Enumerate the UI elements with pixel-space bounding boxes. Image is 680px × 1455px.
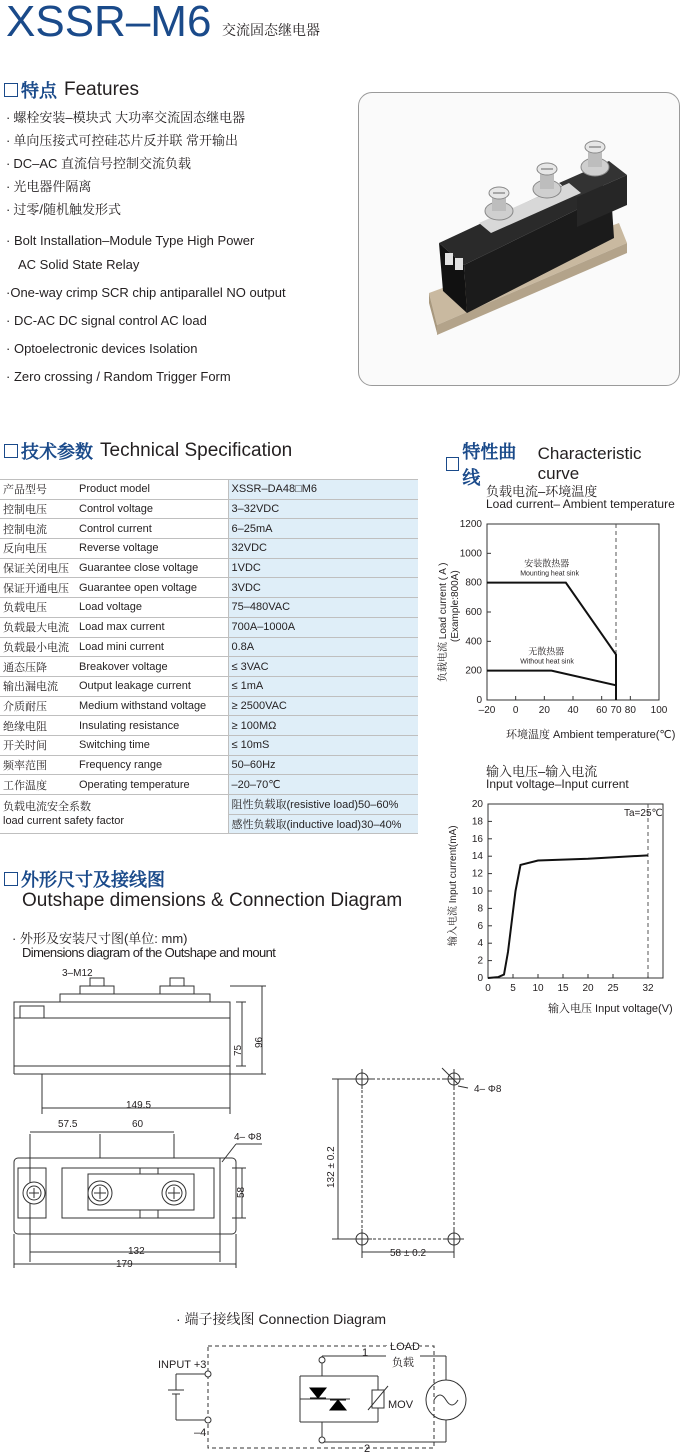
outline-heading-en: Outshape dimensions & Connection Diagram: [22, 890, 403, 911]
mount-h-label: 58 ± 0.2: [390, 1248, 427, 1259]
spec-value: 1VDC: [228, 558, 418, 578]
load-current-chart: [430, 512, 680, 744]
section-box-icon: [446, 457, 459, 471]
spec-en-label: Load voltage: [76, 598, 228, 618]
screw-icon: [162, 1181, 186, 1205]
spec-row: [0, 676, 418, 696]
product-photo: [358, 92, 680, 386]
y-tick-label: 10: [471, 886, 483, 897]
feature-item: · 单向压接式可控硅芯片反并联 常开输出: [6, 133, 238, 148]
spec-en-label: Control current: [76, 519, 228, 539]
spec-value: XSSR–DA48□M6: [228, 480, 418, 500]
chart2-subtitle: Input voltage–Input current: [486, 777, 629, 791]
spec-row: [0, 578, 418, 598]
feature-item: · DC–AC 直流信号控制交流负载: [6, 156, 192, 171]
spec-row: [0, 735, 418, 755]
dimension-drawing: [0, 962, 280, 1272]
screw-icon: [23, 1182, 45, 1204]
dim-w60: 60: [132, 1119, 144, 1130]
y-tick-label: 800: [465, 577, 482, 589]
spec-value: ≤ 1mA: [228, 676, 418, 696]
series-label-en: Mounting heat sink: [520, 570, 579, 578]
feature-item: · DC-AC DC signal control AC load: [6, 313, 207, 328]
spec-value: 32VDC: [228, 539, 418, 559]
spec-value: ≥ 100MΩ: [228, 716, 418, 736]
spec-en-label: Load max current: [76, 617, 228, 637]
outline-heading: 外形尺寸及接线图: [4, 866, 165, 892]
spec-cn-label: 负载电压: [0, 598, 76, 618]
x-tick-label: 100: [650, 705, 668, 716]
safety-value: 感性负载取(inductive load)30–40%: [228, 814, 418, 834]
y-tick-label: 600: [465, 607, 482, 618]
conn-terminal-1: 1: [362, 1347, 369, 1359]
y-axis-label: 输入电流 Input current(mA): [448, 825, 459, 946]
spec-value: 0.8A: [228, 637, 418, 657]
y-tick-label: 16: [471, 833, 483, 845]
safety-en: load current safety factor: [3, 815, 125, 828]
thyristor-icon: [300, 1388, 350, 1410]
dim-w132: 132: [128, 1246, 145, 1257]
y-tick-label: 0: [477, 973, 483, 984]
relay-module-illustration: [359, 93, 680, 386]
spec-row: [0, 598, 418, 618]
x-tick-label: 25: [607, 983, 619, 994]
y-tick-label: 4: [477, 938, 483, 950]
spec-cn-label: 频率范围: [0, 755, 76, 775]
dim-h75: 75: [233, 1044, 244, 1056]
dim-w179: 179: [116, 1259, 133, 1270]
x-tick-label: 0: [485, 983, 491, 994]
spec-cn-label: 输出漏电流: [0, 676, 76, 696]
y-tick-label: 14: [471, 851, 483, 863]
x-tick-label: 60: [596, 705, 608, 716]
safety-value: 阻性负载取(resistive load)50–60%: [228, 795, 418, 815]
spec-en-label: Insulating resistance: [76, 716, 228, 736]
hole-pattern: [362, 1079, 454, 1239]
chart-annotation: Ta=25℃: [624, 808, 663, 819]
spec-row: [0, 696, 418, 716]
y-tick-label: 200: [465, 665, 482, 677]
spec-row: [0, 617, 418, 637]
mount-v-label: 132 ± 0.2: [326, 1146, 337, 1188]
chart2-title: 输入电压–输入电流: [486, 764, 598, 779]
spec-row: [0, 519, 418, 539]
x-tick-label: 0: [512, 705, 519, 716]
mounting-holes-drawing: [318, 1062, 518, 1262]
series-line: [488, 855, 648, 978]
spec-cn-label: 保证关闭电压: [0, 558, 76, 578]
x-tick-label: –20: [478, 705, 496, 716]
spec-cn-label: 开关时间: [0, 735, 76, 755]
connection-diagram: [150, 1336, 480, 1455]
y-tick-label: 6: [477, 920, 483, 932]
feature-item: · Zero crossing / Random Trigger Form: [6, 369, 231, 384]
y-tick-label: 0: [476, 695, 482, 706]
y-tick-label: 2: [477, 955, 483, 967]
screw-icon: [533, 163, 561, 198]
spec-en-label: Control voltage: [76, 499, 228, 519]
spec-en-label: Product model: [76, 480, 228, 500]
spec-row: [0, 775, 418, 795]
screw-icon: [485, 187, 513, 220]
section-box-icon: [4, 872, 18, 886]
feature-item: · 螺栓安装–模块式 大功率交流固态继电器: [6, 110, 246, 125]
feature-item: · Optoelectronic devices Isolation: [6, 341, 198, 356]
y-tick-label: 400: [465, 636, 482, 648]
dim-title-cn: · 外形及安装尺寸图(单位: mm): [12, 931, 188, 946]
dim-title-en: Dimensions diagram of the Outshape and mount: [22, 945, 276, 960]
series-line: [487, 583, 616, 700]
spec-value: ≥ 2500VAC: [228, 696, 418, 716]
dim-w149: 149.5: [126, 1100, 152, 1111]
y-tick-label: 12: [471, 868, 483, 880]
safety-factor-label: [0, 795, 228, 834]
spec-en-label: Load mini current: [76, 637, 228, 657]
spec-value: 3VDC: [228, 578, 418, 598]
screw-icon: [88, 1181, 112, 1205]
spec-row: [0, 755, 418, 775]
connection-title: · 端子接线图 Connection Diagram: [176, 1311, 387, 1327]
dim-w57: 57.5: [58, 1119, 78, 1130]
spec-row: [0, 795, 418, 815]
feature-item: · 光电器件隔离: [6, 179, 92, 194]
spec-row: [0, 539, 418, 559]
spec-cn-label: 控制电压: [0, 499, 76, 519]
spec-row: [0, 558, 418, 578]
spec-cn-label: 通态压降: [0, 657, 76, 677]
spec-row: [0, 480, 418, 500]
input-current-chart: [440, 794, 680, 1024]
spec-value: 50–60Hz: [228, 755, 418, 775]
dim-h58: 58: [236, 1186, 247, 1198]
conn-mov-label: MOV: [388, 1399, 414, 1411]
page-subtitle: 交流固态继电器: [222, 22, 320, 38]
x-tick-label: 70: [610, 705, 622, 716]
y-axis-label-2: (Example:800A): [450, 570, 461, 642]
spec-row: [0, 499, 418, 519]
spec-value: –20–70℃: [228, 775, 418, 795]
spec-value: 6–25mA: [228, 519, 418, 539]
dim-hole: 4– Φ8: [234, 1132, 262, 1143]
y-axis-label: 负载电流 Load current ( A ): [438, 562, 449, 682]
page-title: XSSR–M6: [6, 0, 212, 46]
spec-cn-label: 负载最大电流: [0, 617, 76, 637]
module-side-body: [14, 1018, 230, 1066]
plot-frame: [487, 524, 659, 700]
spec-en-label: Operating temperature: [76, 775, 228, 795]
features-heading: 特点 Features: [4, 77, 139, 103]
spec-value: 700A–1000A: [228, 617, 418, 637]
series-line: [487, 671, 616, 700]
x-tick-label: 32: [642, 983, 654, 994]
conn-load-cn: 负载: [392, 1357, 414, 1369]
x-tick-label: 5: [510, 983, 516, 994]
spec-cn-label: 控制电流: [0, 519, 76, 539]
feature-item: AC Solid State Relay: [18, 257, 140, 272]
series-label: 无散热器: [528, 646, 565, 657]
series-label-en: Without heat sink: [520, 658, 574, 666]
feature-item: · 过零/随机触发形式: [6, 202, 121, 217]
spec-en-label: Guarantee open voltage: [76, 578, 228, 598]
spec-cn-label: 负载最小电流: [0, 637, 76, 657]
safety-cn: 负载电流安全系数: [3, 801, 91, 814]
feature-item: ·One-way crimp SCR chip antiparallel NO output: [6, 285, 286, 300]
spec-cn-label: 产品型号: [0, 480, 76, 500]
conn-input-label: INPUT +3: [158, 1359, 207, 1371]
spec-en-label: Medium withstand voltage: [76, 696, 228, 716]
feature-item: · Bolt Installation–Module Type High Power: [6, 233, 255, 248]
y-tick-label: 1000: [459, 548, 482, 560]
spec-heading: 技术参数 Technical Specification: [4, 438, 292, 464]
spec-cn-label: 保证开通电压: [0, 578, 76, 598]
section-box-icon: [4, 83, 18, 97]
x-tick-label: 20: [582, 983, 594, 994]
features-en-list: [6, 232, 286, 396]
spec-en-label: Switching time: [76, 735, 228, 755]
spec-en-label: Frequency range: [76, 755, 228, 775]
spec-cn-label: 工作温度: [0, 775, 76, 795]
x-tick-label: 20: [538, 705, 550, 716]
spec-table: [0, 479, 418, 834]
spec-row: [0, 637, 418, 657]
spec-en-label: Guarantee close voltage: [76, 558, 228, 578]
chart1-title: 负载电流–环境温度: [486, 484, 598, 499]
spec-en-label: Reverse voltage: [76, 539, 228, 559]
x-tick-label: 40: [567, 705, 579, 716]
section-box-icon: [4, 444, 18, 458]
plot-frame: [488, 804, 663, 978]
spec-value: ≤ 3VAC: [228, 657, 418, 677]
y-tick-label: 18: [471, 816, 483, 828]
spec-row: [0, 716, 418, 736]
x-axis-label: 环境温度 Ambient temperature(℃): [506, 729, 676, 741]
spec-cn-label: 介质耐压: [0, 696, 76, 716]
spec-value: 3–32VDC: [228, 499, 418, 519]
spec-en-label: Breakover voltage: [76, 657, 228, 677]
curve-heading: 特性曲线 Characteristic curve: [446, 438, 680, 490]
dim-screw-label: 3–M12: [62, 968, 93, 979]
y-tick-label: 8: [477, 903, 483, 915]
spec-cn-label: 反向电压: [0, 539, 76, 559]
dim-h96: 96: [254, 1036, 265, 1048]
x-tick-label: 15: [557, 983, 569, 994]
spec-value: ≤ 10mS: [228, 735, 418, 755]
conn-load-label: LOAD: [390, 1341, 420, 1353]
spec-cn-label: 绝缘电阻: [0, 716, 76, 736]
spec-value: 75–480VAC: [228, 598, 418, 618]
mount-hole-label: 4– Φ8: [474, 1084, 502, 1095]
conn-minus-label: –4: [194, 1427, 207, 1439]
x-tick-label: 10: [532, 983, 544, 994]
ac-source-icon: [426, 1380, 466, 1420]
features-cn-list: [6, 106, 245, 221]
screw-icon: [581, 141, 609, 176]
chart1-subtitle: Load current– Ambient temperature: [486, 497, 675, 511]
x-tick-label: 80: [624, 705, 636, 716]
x-axis-label: 输入电压 Input voltage(V): [548, 1003, 673, 1015]
series-label: 安装散热器: [524, 558, 570, 569]
y-tick-label: 1200: [459, 519, 482, 530]
spec-en-label: Output leakage current: [76, 676, 228, 696]
conn-terminal-2: 2: [364, 1443, 371, 1455]
spec-row: [0, 657, 418, 677]
y-tick-label: 20: [471, 799, 483, 810]
mount-hole-icon: [444, 1069, 464, 1089]
